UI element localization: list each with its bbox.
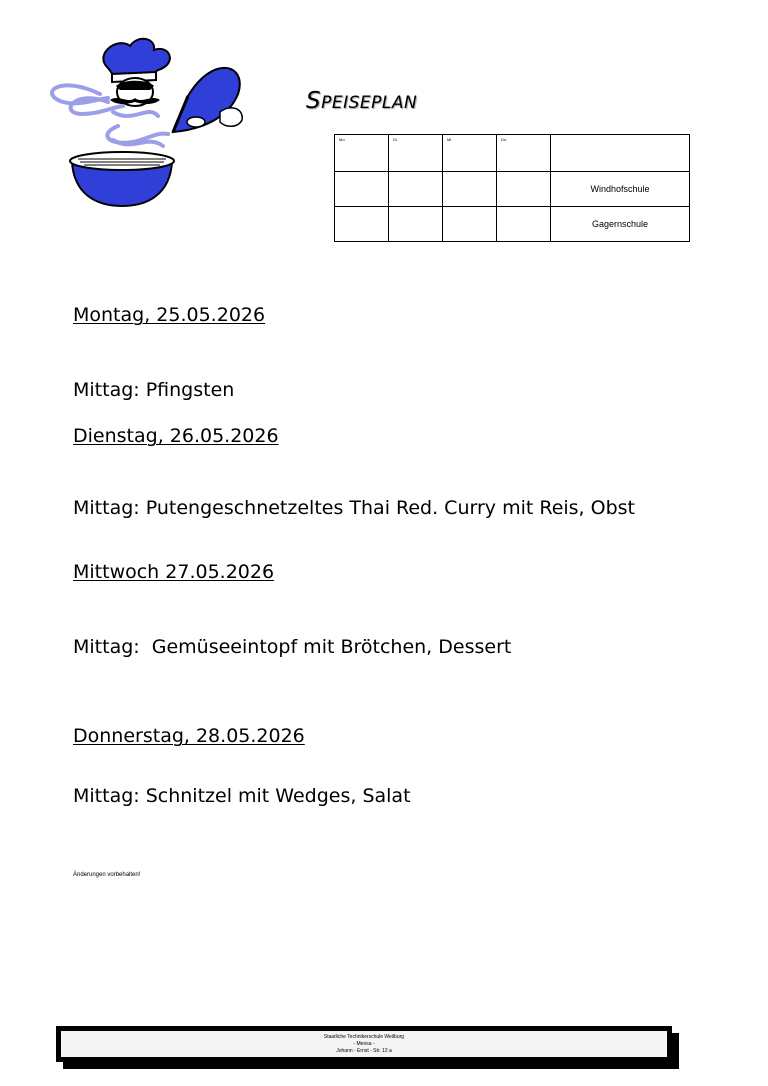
footer-line-school: Staatliche Technikerschule Weilburg — [323, 1033, 405, 1040]
empty-cell — [335, 172, 389, 207]
footer-line-mensa: - Mensa - — [353, 1040, 375, 1047]
day-heading-wednesday: Mittwoch 27.05.2026 — [73, 561, 275, 583]
changes-note: Änderungen vorbehalten! — [73, 872, 141, 878]
table-row — [335, 172, 690, 207]
footer-box — [56, 1026, 672, 1062]
meal-wednesday: Mittag: Gemüseeintopf mit Brötchen, Dessert — [73, 636, 512, 658]
day-cell-di: Di. — [389, 135, 443, 172]
empty-cell — [551, 135, 690, 172]
meal-tuesday: Mittag: Putengeschnetzeltes Thai Red. Curry mit Reis, Obst — [73, 497, 636, 519]
day-heading-monday: Montag, 25.05.2026 — [73, 304, 266, 326]
empty-cell — [497, 172, 551, 207]
school-cell-windhof: Windhofschule — [551, 172, 690, 207]
day-heading-thursday: Donnerstag, 28.05.2026 — [73, 725, 305, 747]
table-row — [335, 135, 690, 172]
school-cell-gagern: Gagernschule — [551, 207, 690, 242]
empty-cell — [497, 207, 551, 242]
day-cell-mo: Mo. — [335, 135, 389, 172]
meal-thursday: Mittag: Schnitzel mit Wedges, Salat — [73, 785, 411, 807]
empty-cell — [389, 207, 443, 242]
footer-content — [61, 1031, 667, 1057]
table-row — [335, 207, 690, 242]
day-cell-do: Do. — [497, 135, 551, 172]
empty-cell — [443, 207, 497, 242]
page-title: SPEISEPLAN — [306, 88, 418, 114]
day-cell-mi: Mi. — [443, 135, 497, 172]
empty-cell — [443, 172, 497, 207]
meal-monday: Mittag: Pfingsten — [73, 379, 235, 401]
chef-logo — [38, 34, 250, 209]
footer-line-address: Johann - Ernst - Str. 12 a — [336, 1047, 392, 1054]
legend-table — [334, 134, 690, 242]
empty-cell — [335, 207, 389, 242]
empty-cell — [389, 172, 443, 207]
day-heading-tuesday: Dienstag, 26.05.2026 — [73, 425, 279, 447]
